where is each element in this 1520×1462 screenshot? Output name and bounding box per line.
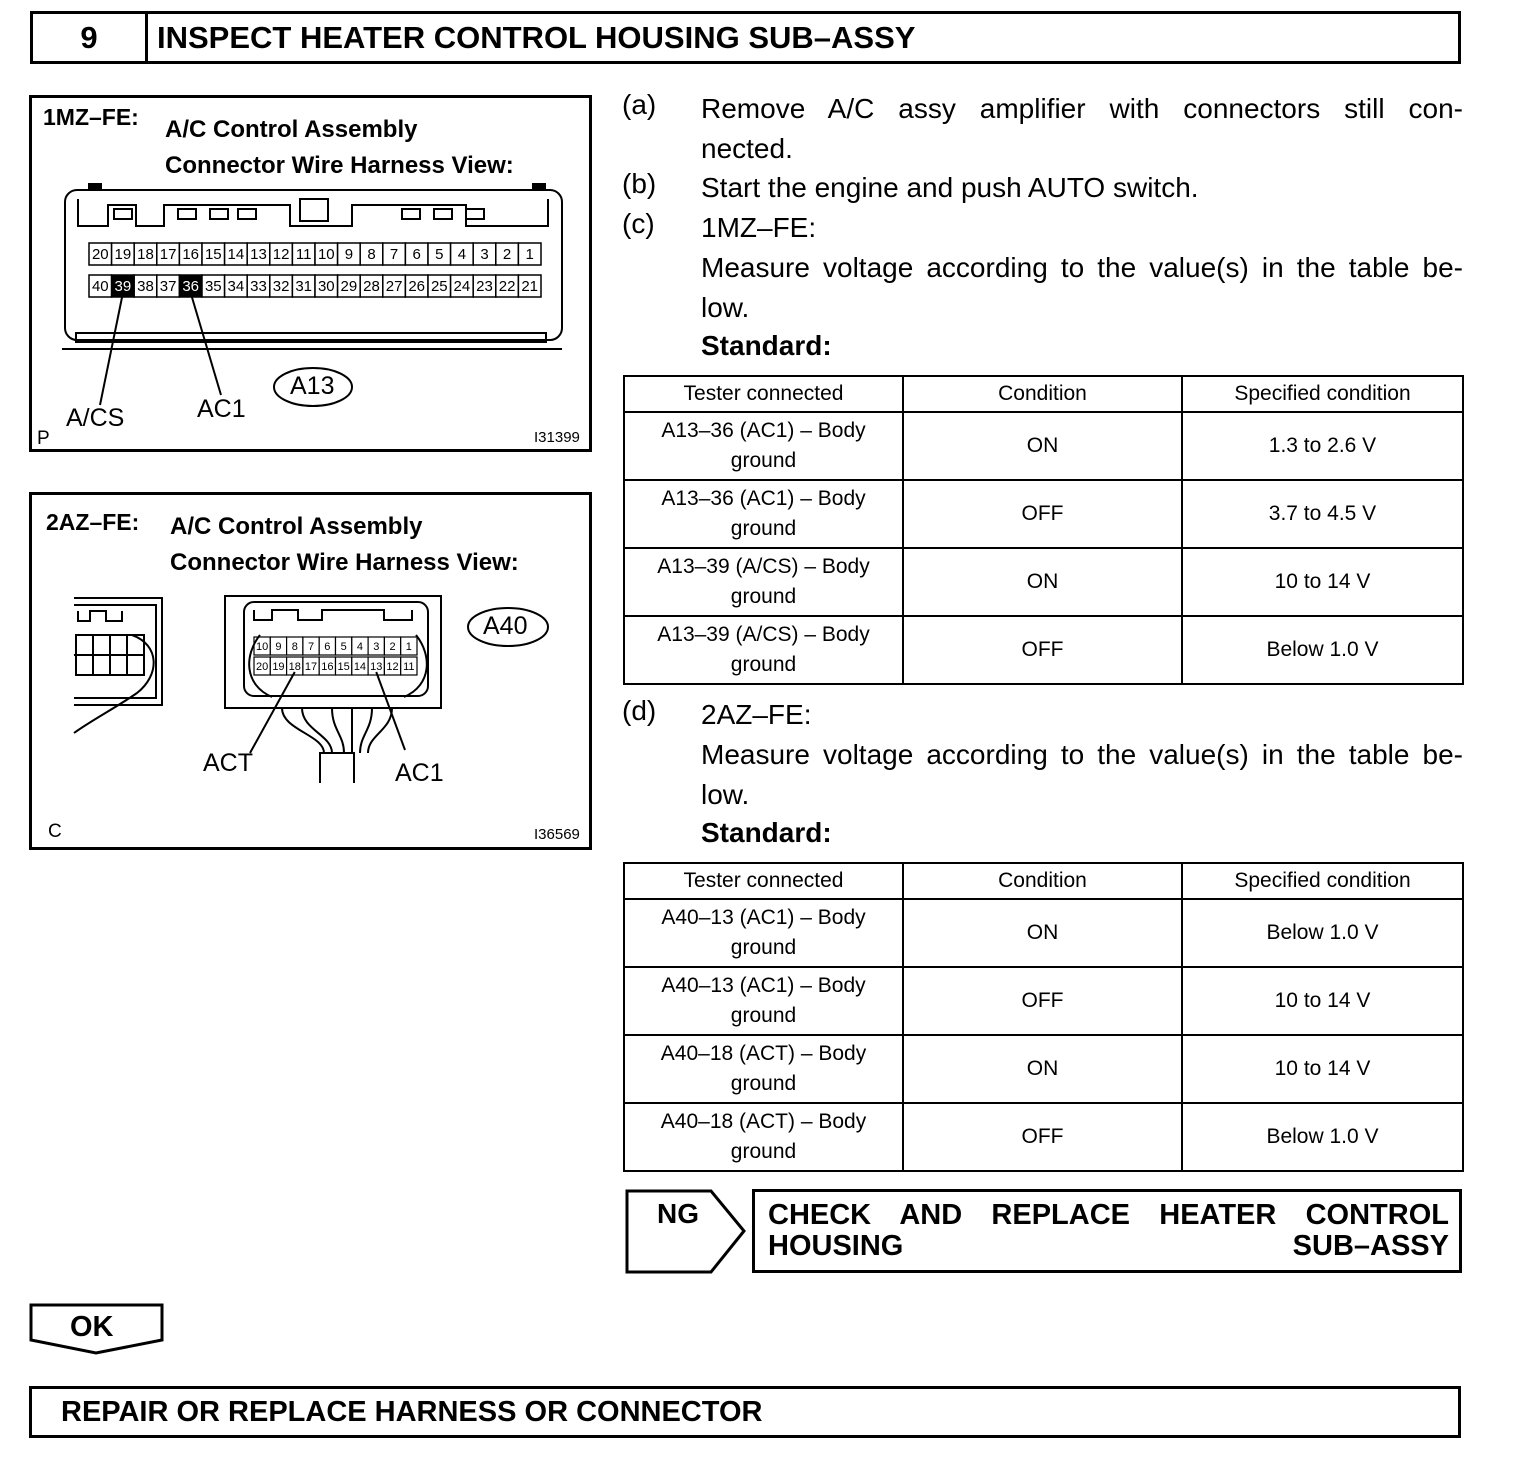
step-d-engine: 2AZ–FE: (701, 699, 812, 730)
final-action-text: REPAIR OR REPLACE HARNESS OR CONNECTOR (61, 1395, 763, 1428)
connector-slot (434, 209, 452, 219)
condition-cell: ON (903, 1035, 1182, 1103)
neighbour-wire (74, 635, 154, 733)
pin-number: 39 (114, 278, 132, 295)
condition-cell: OFF (903, 967, 1182, 1035)
pin-number: 14 (227, 246, 245, 263)
col-header: Specified condition (1182, 863, 1463, 899)
pin-number: 27 (385, 278, 403, 295)
connector-slot (238, 209, 256, 219)
label-acs: A/CS (66, 404, 125, 432)
pin-number: 25 (430, 278, 448, 295)
step-b-text: Start the engine and push AUTO switch. (701, 172, 1199, 203)
table-row (624, 480, 1463, 548)
pin-number: 3 (373, 641, 380, 653)
label-ac1: AC1 (395, 759, 444, 787)
housing-latch (532, 183, 546, 191)
condition-cell: OFF (903, 480, 1182, 548)
figure-1mz-connector (29, 95, 592, 452)
pin-number: 18 (137, 246, 154, 263)
step-title: INSPECT HEATER CONTROL HOUSING SUB–ASSY (157, 19, 916, 55)
connector-id-a13: A13 (290, 372, 335, 400)
figure-title-line1: A/C Control Assembly (165, 116, 418, 143)
tester-cell: A13–39 (A/CS) – Body ground (624, 548, 903, 616)
pin-number: 13 (250, 246, 267, 263)
pin-number: 1 (405, 641, 412, 653)
condition-cell: OFF (903, 616, 1182, 684)
pin-number: 4 (356, 641, 364, 653)
figure-2az-connector (29, 492, 592, 850)
step-c-standard: Standard: (701, 330, 832, 361)
step-d-standard: Standard: (701, 817, 832, 848)
neighbour-connector (74, 598, 162, 705)
condition-cell: ON (903, 548, 1182, 616)
figure-code: I36569 (534, 826, 580, 843)
pin-number: 7 (389, 246, 399, 263)
tester-cell: A40–13 (AC1) – Body ground (624, 967, 903, 1035)
table-row (624, 1035, 1463, 1103)
connector-slot (114, 209, 132, 219)
step-c-text: Measure voltage according to the value(s) in the table be- (701, 252, 1463, 283)
pin-number: 6 (412, 246, 421, 263)
pin-number: 29 (340, 278, 358, 295)
pin-number: 8 (291, 641, 298, 653)
pin-number: 16 (182, 246, 200, 263)
connector-key-outline (254, 610, 412, 620)
figure-title-line2: Connector Wire Harness View: (165, 152, 514, 179)
table-row (624, 412, 1463, 480)
spec-cell: 3.7 to 4.5 V (1182, 480, 1463, 548)
pin-number: 33 (250, 278, 267, 295)
figure-corner-letter: C (48, 821, 62, 842)
pin-number: 18 (288, 661, 301, 673)
pin-number: 32 (272, 278, 290, 295)
connector-slot (466, 209, 484, 219)
leader-line-ac1 (376, 672, 405, 750)
pin-number: 20 (91, 246, 109, 263)
figure-title-line2: Connector Wire Harness View: (170, 549, 519, 576)
table-row (624, 899, 1463, 967)
figure-engine-label: 2AZ–FE: (46, 509, 140, 535)
pin-number: 23 (476, 278, 493, 295)
step-d-text-cont: low. (701, 779, 750, 810)
spec-cell: 10 to 14 V (1182, 548, 1463, 616)
label-ac1: AC1 (197, 395, 246, 423)
condition-cell: ON (903, 899, 1182, 967)
condition-cell: ON (903, 412, 1182, 480)
tester-cell: A40–18 (ACT) – Body ground (624, 1035, 903, 1103)
col-header: Tester connected (624, 376, 903, 412)
pin-number: 6 (324, 641, 331, 653)
pin-number: 15 (337, 661, 350, 673)
col-header: Specified condition (1182, 376, 1463, 412)
pin-number: 4 (457, 246, 467, 263)
table-row (624, 1103, 1463, 1171)
spec-cell: 1.3 to 2.6 V (1182, 412, 1463, 480)
ng-label: NG (657, 1198, 699, 1229)
pin-number: 35 (204, 278, 222, 295)
pin-number: 19 (114, 246, 132, 263)
tester-cell: A13–36 (AC1) – Body ground (624, 412, 903, 480)
pin-number: 31 (295, 278, 313, 295)
connector-slot (178, 209, 196, 219)
tester-cell: A13–39 (A/CS) – Body ground (624, 616, 903, 684)
condition-cell: OFF (903, 1103, 1182, 1171)
col-header: Condition (903, 863, 1182, 899)
pin-number: 14 (353, 661, 367, 673)
pin-number: 5 (340, 641, 347, 653)
harness-bundle (320, 753, 354, 783)
pin-number: 9 (275, 641, 282, 653)
spec-cell: Below 1.0 V (1182, 616, 1463, 684)
step-c-text-cont: low. (701, 292, 750, 323)
tester-cell: A13–36 (AC1) – Body ground (624, 480, 903, 548)
pin-number: 3 (480, 246, 489, 263)
connector-id-a40: A40 (483, 612, 528, 640)
spec-cell: 10 to 14 V (1182, 967, 1463, 1035)
table-row (624, 616, 1463, 684)
leader-line-ac1 (191, 293, 221, 395)
pin-number: 10 (256, 641, 269, 653)
pin-number: 13 (370, 661, 383, 673)
step-c-engine: 1MZ–FE: (701, 212, 817, 243)
pin-number: 7 (307, 641, 315, 653)
pin-number: 2 (502, 246, 512, 263)
final-action-box (29, 1386, 1461, 1438)
harness-wire (302, 708, 332, 753)
step-d-text: Measure voltage according to the value(s) in the table be- (701, 739, 1463, 770)
pin-number: 24 (453, 278, 471, 295)
figure-corner-letter: P (37, 428, 50, 449)
step-b-letter: (b) (622, 168, 657, 199)
ok-label: OK (70, 1311, 114, 1343)
pin-number: 26 (408, 278, 426, 295)
step-number: 9 (33, 14, 148, 61)
step-a-letter: (a) (622, 89, 657, 120)
pin-number: 5 (435, 246, 444, 263)
table-header-row (624, 376, 1463, 412)
housing-latch (88, 183, 102, 191)
pin-number: 28 (363, 278, 380, 295)
step-d-letter: (d) (622, 695, 657, 726)
label-act: ACT (203, 749, 253, 777)
table-header-row (624, 863, 1463, 899)
pin-number: 15 (204, 246, 222, 263)
step-a-text: Remove A/C assy amplifier with connectors still con- (701, 93, 1463, 124)
spec-cell: Below 1.0 V (1182, 1103, 1463, 1171)
pin-number: 17 (304, 661, 318, 673)
ng-action-box (752, 1189, 1462, 1273)
tester-cell: A40–18 (ACT) – Body ground (624, 1103, 903, 1171)
pin-number: 20 (256, 661, 269, 673)
pin-number: 34 (227, 278, 245, 295)
pin-number: 17 (159, 246, 177, 263)
pin-number: 30 (317, 278, 335, 295)
pin-number: 22 (498, 278, 516, 295)
figure-code: I31399 (534, 429, 580, 446)
step-a-text-cont: nected. (701, 133, 793, 164)
pin-number: 11 (295, 246, 312, 263)
leader-line-act (250, 672, 295, 753)
pin-number: 21 (521, 278, 539, 295)
pin-number: 2 (389, 641, 396, 653)
figure-engine-label: 1MZ–FE: (43, 104, 139, 130)
harness-wire (332, 708, 344, 753)
pin-number: 12 (272, 246, 290, 263)
spec-cell: 10 to 14 V (1182, 1035, 1463, 1103)
connector-center-key (300, 199, 328, 221)
pin-number: 10 (317, 246, 335, 263)
connector-slot (210, 209, 228, 219)
pin-number: 40 (91, 278, 109, 295)
step-c-letter: (c) (622, 208, 655, 239)
pin-number: 16 (321, 661, 334, 673)
spec-table-1mz (623, 375, 1464, 685)
connector-slot (402, 209, 420, 219)
step-header (30, 11, 1461, 64)
ng-action-text: CHECK AND REPLACE HEATER CONTROL HOUSING SUB–ASSY (768, 1199, 1449, 1262)
tester-cell: A40–13 (AC1) – Body ground (624, 899, 903, 967)
pin-number: 37 (159, 278, 177, 295)
pin-number: 9 (344, 246, 354, 263)
pin-number: 36 (182, 278, 200, 295)
spec-table-2az (623, 862, 1464, 1172)
figure-title-line1: A/C Control Assembly (170, 513, 423, 540)
pin-number: 12 (386, 661, 399, 673)
pin-number: 38 (137, 278, 154, 295)
neighbour-connector-key (78, 611, 122, 621)
pin-number: 19 (272, 661, 285, 673)
spec-cell: Below 1.0 V (1182, 899, 1463, 967)
table-row (624, 967, 1463, 1035)
pin-number: 11 (403, 661, 415, 673)
col-header: Condition (903, 376, 1182, 412)
pin-number: 1 (525, 246, 534, 263)
col-header: Tester connected (624, 863, 903, 899)
pin-number: 8 (367, 246, 376, 263)
table-row (624, 548, 1463, 616)
